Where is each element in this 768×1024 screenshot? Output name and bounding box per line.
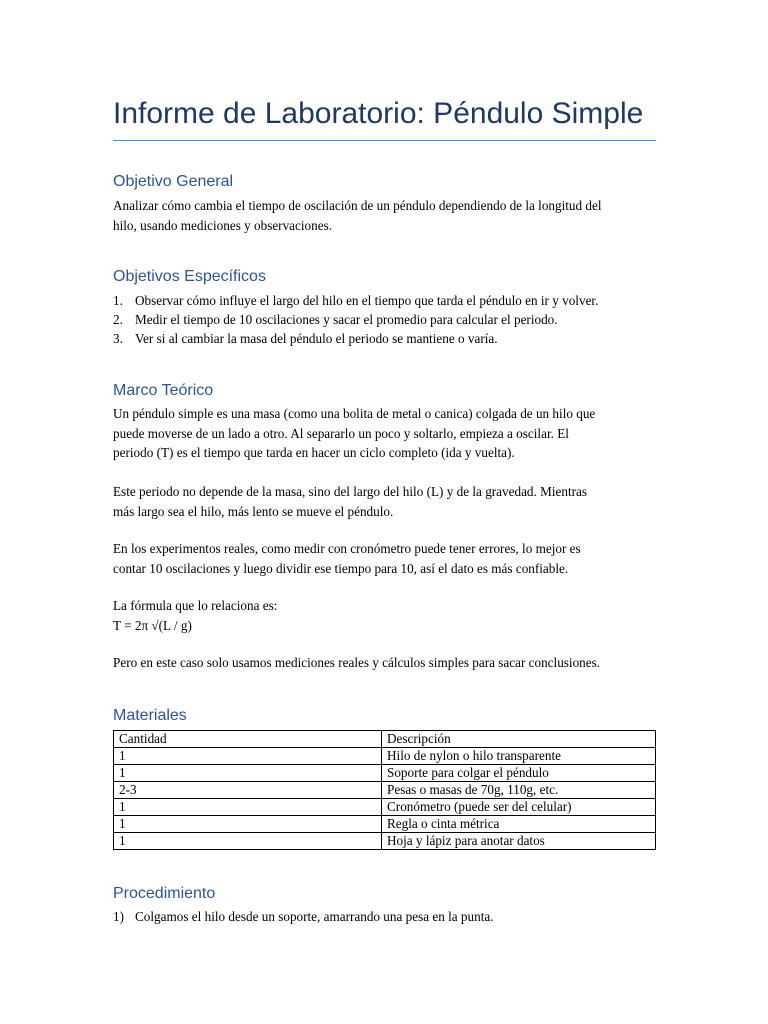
list-text: Colgamos el hilo desde un soporte, amarrando una pesa en la punta. [135,909,494,924]
table-cell: 2-3 [114,782,382,799]
text-line: La fórmula que lo relaciona es: [113,598,278,613]
table-header-row [114,731,656,748]
text-line: Este periodo no depende de la masa, sino del largo del hilo (L) y de la gravedad. Mientras [113,484,587,499]
table-cell: Cronómetro (puede ser del celular) [382,799,656,816]
table-cell: 1 [114,816,382,833]
section-heading-objetivo-general: Objetivo General [113,173,234,190]
text-line: periodo (T) es el tiempo que tarda en hacer un ciclo completo (ida y vuelta). [113,445,515,460]
table-row [114,799,656,816]
text-line: En los experimentos reales, como medir con cronómetro puede tener errores, lo mejor es [113,541,581,556]
table-row [114,765,656,782]
section-heading-procedimiento: Procedimiento [113,885,216,902]
marco-teorico-formula-paragraph [113,596,656,635]
text-line: Analizar cómo cambia el tiempo de oscilación de un péndulo dependiendo de la longitud del [113,198,602,213]
text-line: Un péndulo simple es una masa (como una bolita de metal o canica) colgada de un hilo que [113,406,596,421]
marco-teorico-paragraph-5: Pero en este caso solo usamos mediciones reales y cálculos simples para sacar conclusiones. [113,655,601,670]
marco-teorico-paragraph-2 [113,482,656,521]
table-cell: 1 [114,833,382,850]
table-row [114,782,656,799]
list-text: Observar cómo influye el largo del hilo en el tiempo que tarda el péndulo en ir y volver. [135,293,599,308]
text-line: más largo sea el hilo, más lento se mueve el péndulo. [113,503,394,519]
table-cell: Regla o cinta métrica [382,816,656,833]
table-cell: 1 [114,799,382,816]
text-line: puede moverse de un lado a otro. Al separarlo un poco y soltarlo, empieza a oscilar. El [113,425,569,441]
page-title: Informe de Laboratorio: Péndulo Simple [113,94,656,141]
list-text: Ver si al cambiar la masa del péndulo el periodo se mantiene o varía. [135,331,498,346]
table-cell: Hoja y lápiz para anotar datos [382,833,656,850]
marco-teorico-paragraph-3 [113,539,656,578]
table-row [114,748,656,765]
list-number: 3. [113,331,123,346]
section-heading-materiales: Materiales [113,707,187,724]
marco-teorico-paragraph-1 [113,404,656,463]
objetivo-general-paragraph [113,196,656,235]
list-number: 2. [113,312,123,327]
formula: T = 2π √(L / g) [113,617,192,633]
table-row [114,816,656,833]
materials-table [113,730,656,850]
table-cell: Hilo de nylon o hilo transparente [382,748,656,765]
list-number: 1. [113,293,123,308]
section-heading-marco-teorico: Marco Teórico [113,382,214,399]
table-header-cell: Cantidad [114,731,382,748]
text-line: contar 10 oscilaciones y luego dividir ese tiempo para 10, así el dato es más confiable. [113,560,569,576]
table-cell: Pesas o masas de 70g, 110g, etc. [382,782,656,799]
list-number: 1) [113,909,124,924]
section-heading-objetivos-especificos: Objetivos Específicos [113,268,266,285]
table-cell: 1 [114,765,382,782]
table-row [114,833,656,850]
table-cell: 1 [114,748,382,765]
list-text: Medir el tiempo de 10 oscilaciones y sacar el promedio para calcular el periodo. [135,312,558,327]
text-line: hilo, usando mediciones y observaciones. [113,217,333,233]
table-header-cell: Descripción [382,731,656,748]
table-cell: Soporte para colgar el péndulo [382,765,656,782]
